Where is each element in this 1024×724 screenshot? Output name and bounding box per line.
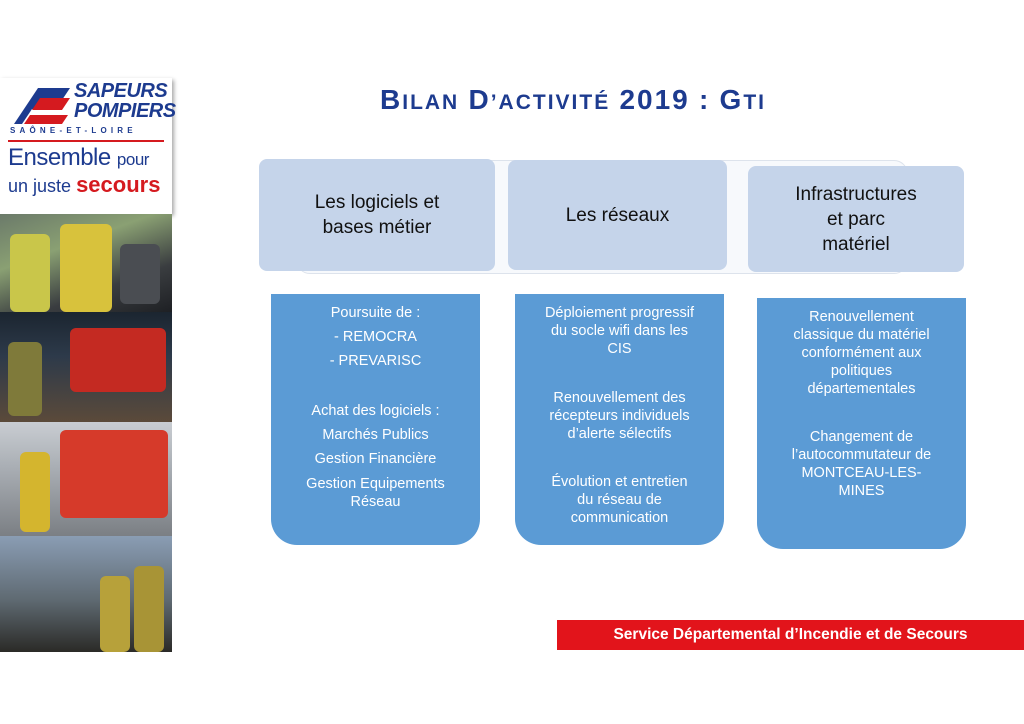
content-line: Renouvellement des (553, 390, 686, 406)
photo-rescue-crew (0, 214, 172, 312)
sdis-logo (0, 78, 176, 214)
content-line: Achat des logiciels : (311, 403, 440, 419)
logo-region: SAÔNE-ET-LOIRE (10, 126, 137, 135)
content-line: Gestion Financière (314, 451, 437, 467)
heading-infrastructures (748, 166, 964, 272)
logo-slogan-line1 (8, 144, 149, 172)
content-logiciels (271, 294, 480, 545)
content-line: départementales (807, 381, 916, 397)
content-line: Réseau (350, 494, 401, 510)
photo-wildfire (0, 536, 172, 652)
content-infrastructures (757, 298, 966, 549)
slogan-word-pour: pour (116, 150, 149, 169)
content-line: conformément aux (801, 345, 922, 361)
content-line: - PREVARISC (329, 353, 422, 369)
content-reseaux (515, 294, 724, 545)
slogan-word-un-juste: un juste (8, 176, 72, 196)
photo-strip (0, 78, 176, 652)
logo-slogan-line2 (8, 172, 160, 198)
content-line: d’alerte sélectifs (567, 426, 672, 442)
logo-brand-line2: POMPIERS (74, 100, 176, 122)
content-line: MINES (838, 483, 885, 499)
heading-logiciels-text: Les logiciels et bases métier (314, 192, 440, 238)
content-line: du socle wifi dans les (550, 323, 688, 339)
content-line: Changement de (809, 429, 914, 445)
logo-divider (8, 140, 164, 142)
photo-fire-truck (0, 312, 172, 422)
content-line: communication (570, 510, 669, 526)
page-title-text: BILAN D’ACTIVITÉ 2019 : GTI (380, 84, 766, 115)
slogan-word-secours: secours (76, 172, 161, 197)
page-title (380, 84, 766, 116)
content-line: du réseau de (577, 492, 662, 508)
slogan-word-ensemble: Ensemble (8, 144, 111, 171)
content-line: Évolution et entretien (551, 474, 688, 490)
heading-infrastructures-text: Infrastructures et parc matériel (795, 183, 917, 255)
content-line: Renouvellement (809, 309, 914, 325)
content-line: classique du matériel (793, 327, 930, 343)
content-line: politiques (830, 363, 893, 379)
footer-text: Service Départemental d’Incendie et de Secours (613, 626, 968, 643)
content-line: CIS (607, 341, 632, 357)
content-line: Marchés Publics (322, 427, 429, 443)
content-line: MONTCEAU-LES- (801, 465, 922, 481)
content-line: l’autocommutateur de (791, 447, 932, 463)
content-line: - REMOCRA (334, 329, 417, 345)
content-line: Gestion Equipements (306, 476, 445, 492)
photo-ambulance (0, 422, 172, 536)
heading-logiciels (259, 159, 495, 271)
content-line: Déploiement progressif (544, 305, 695, 321)
heading-reseaux (508, 160, 727, 270)
footer-banner (557, 620, 1024, 650)
content-line: Poursuite de : (330, 305, 421, 321)
heading-reseaux-text: Les réseaux (565, 204, 670, 226)
tricolor-flag-icon (10, 84, 74, 128)
logo-brand-line1: SAPEURS (74, 80, 168, 102)
content-line: récepteurs individuels (549, 408, 690, 424)
